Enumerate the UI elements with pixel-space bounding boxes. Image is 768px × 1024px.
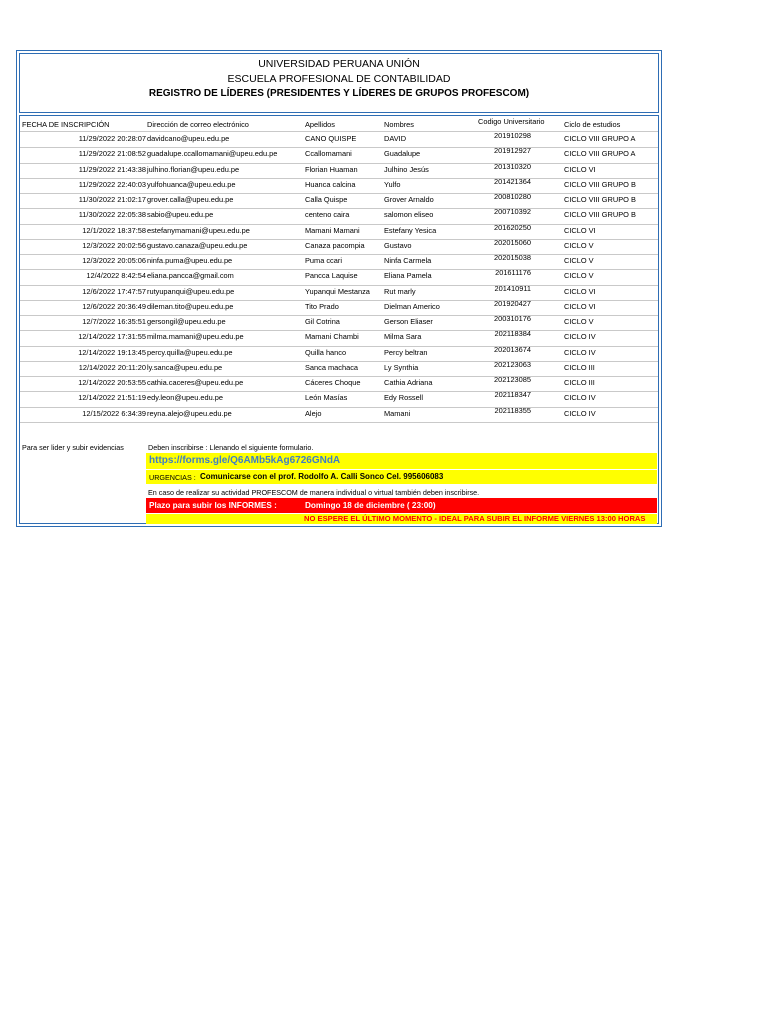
deadline-date: Domingo 18 de diciembre ( 23:00) bbox=[305, 501, 436, 510]
cell-code: 201912927 bbox=[494, 146, 531, 156]
cell-email: guadalupe.ccallomamani@upeu.edu.pe bbox=[147, 149, 278, 159]
footer-left-label: Para ser lider y subir evidencias bbox=[22, 443, 124, 452]
cell-name: Gustavo bbox=[384, 240, 412, 250]
cell-code: 201910298 bbox=[494, 131, 531, 140]
cell-email: sabio@upeu.edu.pe bbox=[147, 210, 214, 220]
cell-cycle: CICLO IV bbox=[564, 408, 596, 418]
cell-cycle: CICLO VIII GRUPO B bbox=[564, 179, 636, 189]
table-row-divider bbox=[20, 239, 658, 240]
table-row-divider bbox=[20, 300, 658, 301]
cell-surname: CANO QUISPE bbox=[305, 134, 357, 143]
cell-code: 202123063 bbox=[494, 359, 531, 369]
cell-cycle: CICLO III bbox=[564, 378, 595, 387]
cell-email: yulfohuanca@upeu.edu.pe bbox=[147, 179, 236, 189]
individual-note: En caso de realizar su actividad PROFESCOM de manera individual o virtual también deben inscribirse. bbox=[148, 488, 480, 497]
cell-email: milma.mamani@upeu.edu.pe bbox=[147, 332, 244, 342]
cell-cycle: CICLO VIII GRUPO A bbox=[564, 149, 636, 159]
cell-email: dileman.tito@upeu.edu.pe bbox=[147, 301, 234, 311]
cell-surname: Mamani Mamani bbox=[305, 225, 360, 235]
cell-date: 12/6/2022 20:36:49 bbox=[82, 301, 146, 311]
cell-email: cathia.caceres@upeu.edu.pe bbox=[147, 378, 244, 387]
cell-name: Ninfa Carmela bbox=[384, 256, 432, 265]
cell-cycle: CICLO VI bbox=[564, 164, 596, 174]
header-divider bbox=[20, 131, 658, 132]
spreadsheet-page bbox=[16, 50, 662, 527]
cell-surname: Cáceres Choque bbox=[305, 378, 361, 387]
cell-code: 200810280 bbox=[494, 192, 531, 201]
cell-surname: Florian Huaman bbox=[305, 164, 358, 174]
cell-cycle: CICLO III bbox=[564, 362, 595, 372]
cell-surname: León Masías bbox=[305, 393, 348, 403]
cell-surname: Puma ccari bbox=[305, 256, 342, 265]
cell-cycle: CICLO V bbox=[564, 256, 594, 265]
form-link-bar bbox=[146, 453, 657, 469]
cell-date: 12/6/2022 17:47:57 bbox=[82, 286, 146, 296]
deadline-bar bbox=[146, 498, 657, 513]
cell-cycle: CICLO VIII GRUPO A bbox=[564, 134, 636, 143]
column-header-code: Codigo Universitario bbox=[478, 117, 545, 126]
cell-date: 12/15/2022 6:34:39 bbox=[82, 408, 146, 418]
cell-cycle: CICLO V bbox=[564, 240, 594, 250]
table-row-divider bbox=[20, 208, 658, 209]
cell-cycle: CICLO VI bbox=[564, 301, 596, 311]
cell-name: Cathia Adriana bbox=[384, 378, 433, 387]
cell-surname: centeno caira bbox=[305, 210, 350, 220]
cell-cycle: CICLO IV bbox=[564, 393, 596, 403]
registry-table bbox=[19, 115, 659, 524]
table-row-divider bbox=[20, 315, 658, 316]
deadline-label: Plazo para subir los INFORMES : bbox=[149, 501, 277, 510]
cell-date: 12/14/2022 20:53:55 bbox=[78, 378, 146, 387]
column-header-email: Dirección de correo electrónico bbox=[147, 120, 249, 129]
cell-email: gersongil@upeu.edu.pe bbox=[147, 317, 226, 326]
cell-name: Percy beltran bbox=[384, 347, 428, 357]
table-row-divider bbox=[20, 147, 658, 148]
cell-date: 12/3/2022 20:05:06 bbox=[82, 256, 146, 265]
cell-date: 12/14/2022 19:13:45 bbox=[78, 347, 146, 357]
table-row-divider bbox=[20, 330, 658, 331]
cell-code: 202015038 bbox=[494, 253, 531, 262]
cell-email: gustavo.canaza@upeu.edu.pe bbox=[147, 240, 248, 250]
cell-code: 201310320 bbox=[494, 161, 531, 171]
cell-date: 12/14/2022 20:11:20 bbox=[78, 362, 146, 372]
table-row-divider bbox=[20, 193, 658, 194]
cell-email: rutyupanqui@upeu.edu.pe bbox=[147, 286, 235, 296]
cell-email: julhino.florian@upeu.edu.pe bbox=[147, 164, 240, 174]
cell-surname: Huanca calcina bbox=[305, 179, 356, 189]
cell-code: 201421364 bbox=[494, 176, 531, 186]
cell-surname: Canaza pacompia bbox=[305, 240, 365, 250]
column-header-date: FECHA DE INSCRIPCIÓN bbox=[22, 120, 110, 129]
cell-code: 202118347 bbox=[494, 390, 531, 400]
cell-date: 12/14/2022 17:31:55 bbox=[78, 332, 146, 342]
cell-code: 202118384 bbox=[494, 329, 531, 339]
cell-surname: Gil Cotrina bbox=[305, 317, 340, 326]
cell-cycle: CICLO VIII GRUPO B bbox=[564, 210, 636, 220]
cell-email: davidcano@upeu.edu.pe bbox=[147, 134, 230, 143]
cell-surname: Calla Quispe bbox=[305, 195, 348, 204]
cell-code: 202015060 bbox=[494, 237, 531, 247]
cell-cycle: CICLO VIII GRUPO B bbox=[564, 195, 636, 204]
cell-email: edy.leon@upeu.edu.pe bbox=[147, 393, 223, 403]
cell-name: Dielman Americo bbox=[384, 301, 440, 311]
cell-name: Mamani bbox=[384, 408, 411, 418]
cell-date: 12/14/2022 21:51:19 bbox=[78, 393, 146, 403]
cell-code: 200310176 bbox=[494, 314, 531, 323]
cell-name: Guadalupe bbox=[384, 149, 421, 159]
cell-date: 11/29/2022 20:28:07 bbox=[78, 134, 146, 143]
table-row-divider bbox=[20, 407, 658, 408]
cell-email: estefanymamani@upeu.edu.pe bbox=[147, 225, 250, 235]
cell-name: Gerson Eliaser bbox=[384, 317, 433, 326]
cell-code: 201410911 bbox=[494, 283, 531, 293]
cell-name: Yulfo bbox=[384, 179, 401, 189]
cell-surname: Mamani Chambi bbox=[305, 332, 359, 342]
cell-code: 202013674 bbox=[494, 344, 531, 354]
cell-date: 12/1/2022 18:37:58 bbox=[82, 225, 146, 235]
cell-code: 202118355 bbox=[494, 405, 531, 415]
table-row-divider bbox=[20, 254, 658, 255]
cell-cycle: CICLO VI bbox=[564, 225, 596, 235]
cell-date: 12/3/2022 20:02:56 bbox=[82, 240, 146, 250]
cell-code: 201920427 bbox=[494, 298, 531, 308]
warning-bar bbox=[146, 514, 657, 524]
urgency-bar bbox=[146, 470, 657, 484]
cell-surname: Sanca machaca bbox=[305, 362, 358, 372]
cell-surname: Tito Prado bbox=[305, 301, 339, 311]
cell-name: salomon eliseo bbox=[384, 210, 434, 220]
cell-cycle: CICLO VI bbox=[564, 286, 596, 296]
cell-email: grover.calla@upeu.edu.pe bbox=[147, 195, 234, 204]
cell-name: DAVID bbox=[384, 134, 407, 143]
cell-email: reyna.alejo@upeu.edu.pe bbox=[147, 408, 232, 418]
cell-date: 11/29/2022 21:08:52 bbox=[78, 149, 146, 159]
cell-date: 11/29/2022 21:43:38 bbox=[78, 164, 146, 174]
cell-cycle: CICLO IV bbox=[564, 347, 596, 357]
urgency-contact: Comunicarse con el prof. Rodolfo A. Calli Sonco Cel. 995606083 bbox=[200, 472, 444, 481]
cell-code: 200710392 bbox=[494, 207, 531, 217]
cell-email: eliana.pancca@gmail.com bbox=[147, 271, 234, 281]
cell-name: Estefany Yesica bbox=[384, 225, 437, 235]
urgency-label: URGENCIAS : bbox=[149, 473, 196, 482]
table-row-divider bbox=[20, 361, 658, 362]
university-name: UNIVERSIDAD PERUANA UNIÓN bbox=[258, 58, 420, 70]
cell-name: Edy Rossell bbox=[384, 393, 424, 403]
table-row-divider bbox=[20, 422, 658, 423]
cell-code: 201620250 bbox=[494, 222, 531, 232]
table-row-divider bbox=[20, 285, 658, 286]
cell-cycle: CICLO IV bbox=[564, 332, 596, 342]
table-row-divider bbox=[20, 269, 658, 270]
cell-code: 202123085 bbox=[494, 375, 531, 384]
cell-surname: Pancca Laquise bbox=[305, 271, 358, 281]
table-row-divider bbox=[20, 376, 658, 377]
table-row-divider bbox=[20, 178, 658, 179]
column-header-cycle: Ciclo de estudios bbox=[564, 120, 621, 129]
cell-surname: Ccallomamani bbox=[305, 149, 352, 159]
cell-email: ly.sanca@upeu.edu.pe bbox=[147, 362, 223, 372]
cell-date: 11/30/2022 22:05:38 bbox=[78, 210, 146, 220]
cell-name: Grover Arnaldo bbox=[384, 195, 434, 204]
cell-email: ninfa.puma@upeu.edu.pe bbox=[147, 256, 233, 265]
cell-date: 12/7/2022 16:35:51 bbox=[82, 317, 146, 326]
form-instruction: Deben inscribirse : Llenando el siguiente formulario. bbox=[148, 443, 314, 452]
cell-date: 12/4/2022 8:42:54 bbox=[86, 271, 146, 281]
cell-date: 11/29/2022 22:40:03 bbox=[78, 179, 146, 189]
cell-cycle: CICLO V bbox=[564, 317, 594, 326]
cell-name: Eliana Pamela bbox=[384, 271, 432, 281]
table-row-divider bbox=[20, 346, 658, 347]
table-row-divider bbox=[20, 163, 658, 164]
school-name: ESCUELA PROFESIONAL DE CONTABILIDAD bbox=[227, 73, 451, 85]
cell-code: 201611176 bbox=[495, 268, 531, 278]
cell-name: Julhino Jesús bbox=[384, 164, 429, 174]
column-header-name: Nombres bbox=[384, 120, 414, 129]
table-row-divider bbox=[20, 391, 658, 392]
cell-date: 11/30/2022 21:02:17 bbox=[78, 195, 146, 204]
form-link[interactable]: https://forms.gle/Q6AMb5kAg6726GNdA bbox=[149, 455, 341, 466]
cell-name: Ly Synthia bbox=[384, 362, 419, 372]
document-header bbox=[19, 53, 659, 113]
table-row-divider bbox=[20, 224, 658, 225]
cell-email: percy.quilla@upeu.edu.pe bbox=[147, 347, 233, 357]
column-header-surname: Apellidos bbox=[305, 120, 335, 129]
warning-text: NO ESPERE EL ÚLTIMO MOMENTO - IDEAL PARA SUBIR EL INFORME VIERNES 13:00 HORAS bbox=[304, 514, 646, 523]
page-title: REGISTRO DE LÍDERES (PRESIDENTES Y LÍDERES DE GRUPOS PROFESCOM) bbox=[148, 88, 530, 99]
cell-surname: Quilla hanco bbox=[305, 347, 347, 357]
cell-cycle: CICLO V bbox=[564, 271, 594, 281]
cell-name: Milma Sara bbox=[384, 332, 422, 342]
cell-surname: Alejo bbox=[305, 408, 322, 418]
cell-name: Rut marly bbox=[384, 286, 416, 296]
cell-surname: Yupanqui Mestanza bbox=[305, 286, 370, 296]
